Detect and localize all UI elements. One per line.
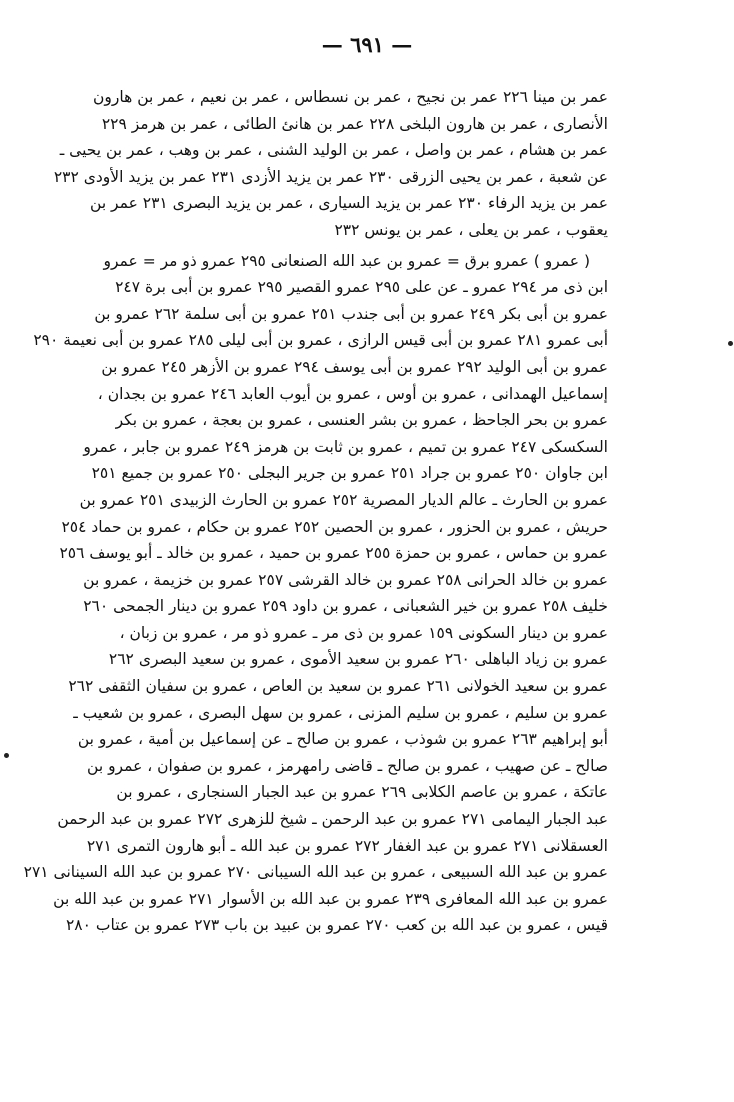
text-line: السكسكى ٢٤٧ عمرو بن تميم ، عمرو بن ثابت بن هرمز ٢٤٩ عمرو بن جابر ، عمرو [83,437,608,456]
text-line: عمرو بن الحارث ـ عالم الديار المصرية ٢٥٢ عمرو بن الحارث الزبيدى ٢٥١ عمرو بن [79,490,608,509]
text-line: عمرو بن عبد الله السبيعى ، عمرو بن عبد الله السيبانى ٢٧٠ عمرو بن عبد الله السينانى ٢٧١ [23,863,608,882]
text-line: ابن ذى مر ٢٩٤ عمرو ـ عن على ٢٩٥ عمرو القصير ٢٩٥ عمرو بن أبى برة ٢٤٧ [115,278,608,297]
text-line: عمر بن يزيد الرفاء ٢٣٠ عمر بن يزيد السيارى ، عمر بن يزيد البصرى ٢٣١ عمر بن [90,194,608,213]
text-line: عمرو بن بحر الجاحظ ، عمرو بن بشر العنسى ، عمرو بن بعجة ، عمرو بن بكر [115,411,608,430]
text-line: عمرو بن سليم ، عمرو بن سليم المزنى ، عمرو بن سهل البصرى ، عمرو بن شعيب ـ [73,703,608,722]
margin-dot [728,341,733,346]
text-line: عمرو بن حماس ، عمرو بن حمزة ٢٥٥ عمرو بن حميد ، عمرو بن خالد ـ أبو يوسف ٢٥٦ [59,544,608,563]
text-line: إسماعيل الهمدانى ، عمرو بن أوس ، عمرو بن أيوب العابد ٢٤٦ عمرو بن بجدان ، [97,384,608,403]
text-line: ابن جاوان ٢٥٠ عمرو بن جراد ٢٥١ عمرو بن جرير البجلى ٢٥٠ عمرو بن جميع ٢٥١ [91,464,608,483]
text-line: عبد الجبار اليمامى ٢٧١ عمرو بن عبد الرحمن ـ شيخ للزهرى ٢٧٢ عمرو بن عبد الرحمن [57,810,608,829]
text-line: أبى عمرو ٢٨١ عمرو بن أبى قيس الرازى ، عمرو بن أبى ليلى ٢٨٥ عمرو بن أبى نعيمة ٢٩٠ [33,331,608,350]
paragraph-umar [53,84,608,244]
text-line: عن شعبة ، عمر بن يحيى الزرقى ٢٣٠ عمر بن يزيد الأزدى ٢٣١ عمر بن يزيد الأودى ٢٣٢ [53,167,608,186]
text-line: قيس ، عمرو بن عبد الله بن كعب ٢٧٠ عمرو بن عبيد بن باب ٢٧٣ عمرو بن عتاب ٢٨٠ [65,916,608,935]
text-line: عمرو بن أبى بكر ٢٤٩ عمرو بن أبى جندب ٢٥١ عمرو بن أبى سلمة ٢٦٢ عمرو بن [94,304,608,323]
text-line: عمرو بن خالد الحرانى ٢٥٨ عمرو بن خالد القرشى ٢٥٧ عمرو بن خزيمة ، عمرو بن [83,570,608,589]
text-line: عمرو بن زياد الباهلى ٢٦٠ عمرو بن سعيد الأموى ، عمرو بن سعيد البصرى ٢٦٢ [108,650,608,669]
index-text [23,84,608,939]
page-number: — ٦٩١ — [321,32,413,57]
text-line: حريش ، عمرو بن الحزور ، عمرو بن الحصين ٢٥٢ عمرو بن حكام ، عمرو بن حماد ٢٥٤ [61,517,608,536]
text-line: عاتكة ، عمرو بن عاصم الكلابى ٢٦٩ عمرو بن عبد الجبار السنجارى ، عمرو بن [116,783,608,802]
text-line: الأنصارى ، عمر بن هارون البلخى ٢٢٨ عمر بن هانئ الطائى ، عمر بن هرمز ٢٢٩ [101,114,608,133]
paragraph-amr [23,248,608,939]
text-line: خليف ٢٥٨ عمرو بن خير الشعبانى ، عمرو بن داود ٢٥٩ عمرو بن دينار الجمحى ٢٦٠ [83,597,608,616]
text-line: ( عمرو ) عمرو برق = عمرو بن عبد الله الصنعانى ٢٩٥ عمرو ذو مر = عمرو [103,251,590,270]
text-line: أبو إبراهيم ٢٦٣ عمرو بن شوذب ، عمرو بن صالح ـ عن إسماعيل بن أمية ، عمرو بن [77,730,608,749]
margin-dot [4,753,9,758]
text-line: عمرو بن أبى الوليد ٢٩٢ عمرو بن أبى يوسف ٢٩٤ عمرو بن الأزهر ٢٤٥ عمرو بن [101,357,608,376]
text-line: عمرو بن سعيد الخولانى ٢٦١ عمرو بن سعيد بن العاص ، عمرو بن سفيان الثقفى ٢٦٢ [68,677,608,696]
text-line: يعقوب ، عمر بن يعلى ، عمر بن يونس ٢٣٢ [334,220,608,239]
text-line: عمرو بن دينار السكونى ١٥٩ عمرو بن ذى مر ـ عمرو ذو مر ، عمرو بن زبان ، [119,623,608,642]
text-line: عمر بن مينا ٢٢٦ عمر بن نجيح ، عمر بن نسطاس ، عمر بن نعيم ، عمر بن هارون [93,88,608,106]
text-line: عمرو بن عبد الله المعافرى ٢٣٩ عمرو بن عبد الله بن الأسوار ٢٧١ عمرو بن عبد الله بن [53,889,608,908]
text-line: صالح ـ عن صهيب ، عمرو بن صالح ـ قاضى رامهرمز ، عمرو بن صفوان ، عمرو بن [87,756,608,775]
text-line: العسقلانى ٢٧١ عمرو بن عبد الغفار ٢٧٢ عمرو بن عبد الله ـ أبو هارون التمرى ٢٧١ [86,836,608,855]
text-line: عمر بن هشام ، عمر بن واصل ، عمر بن الوليد الشنى ، عمر بن وهب ، عمر بن يحيى ـ [59,141,608,160]
